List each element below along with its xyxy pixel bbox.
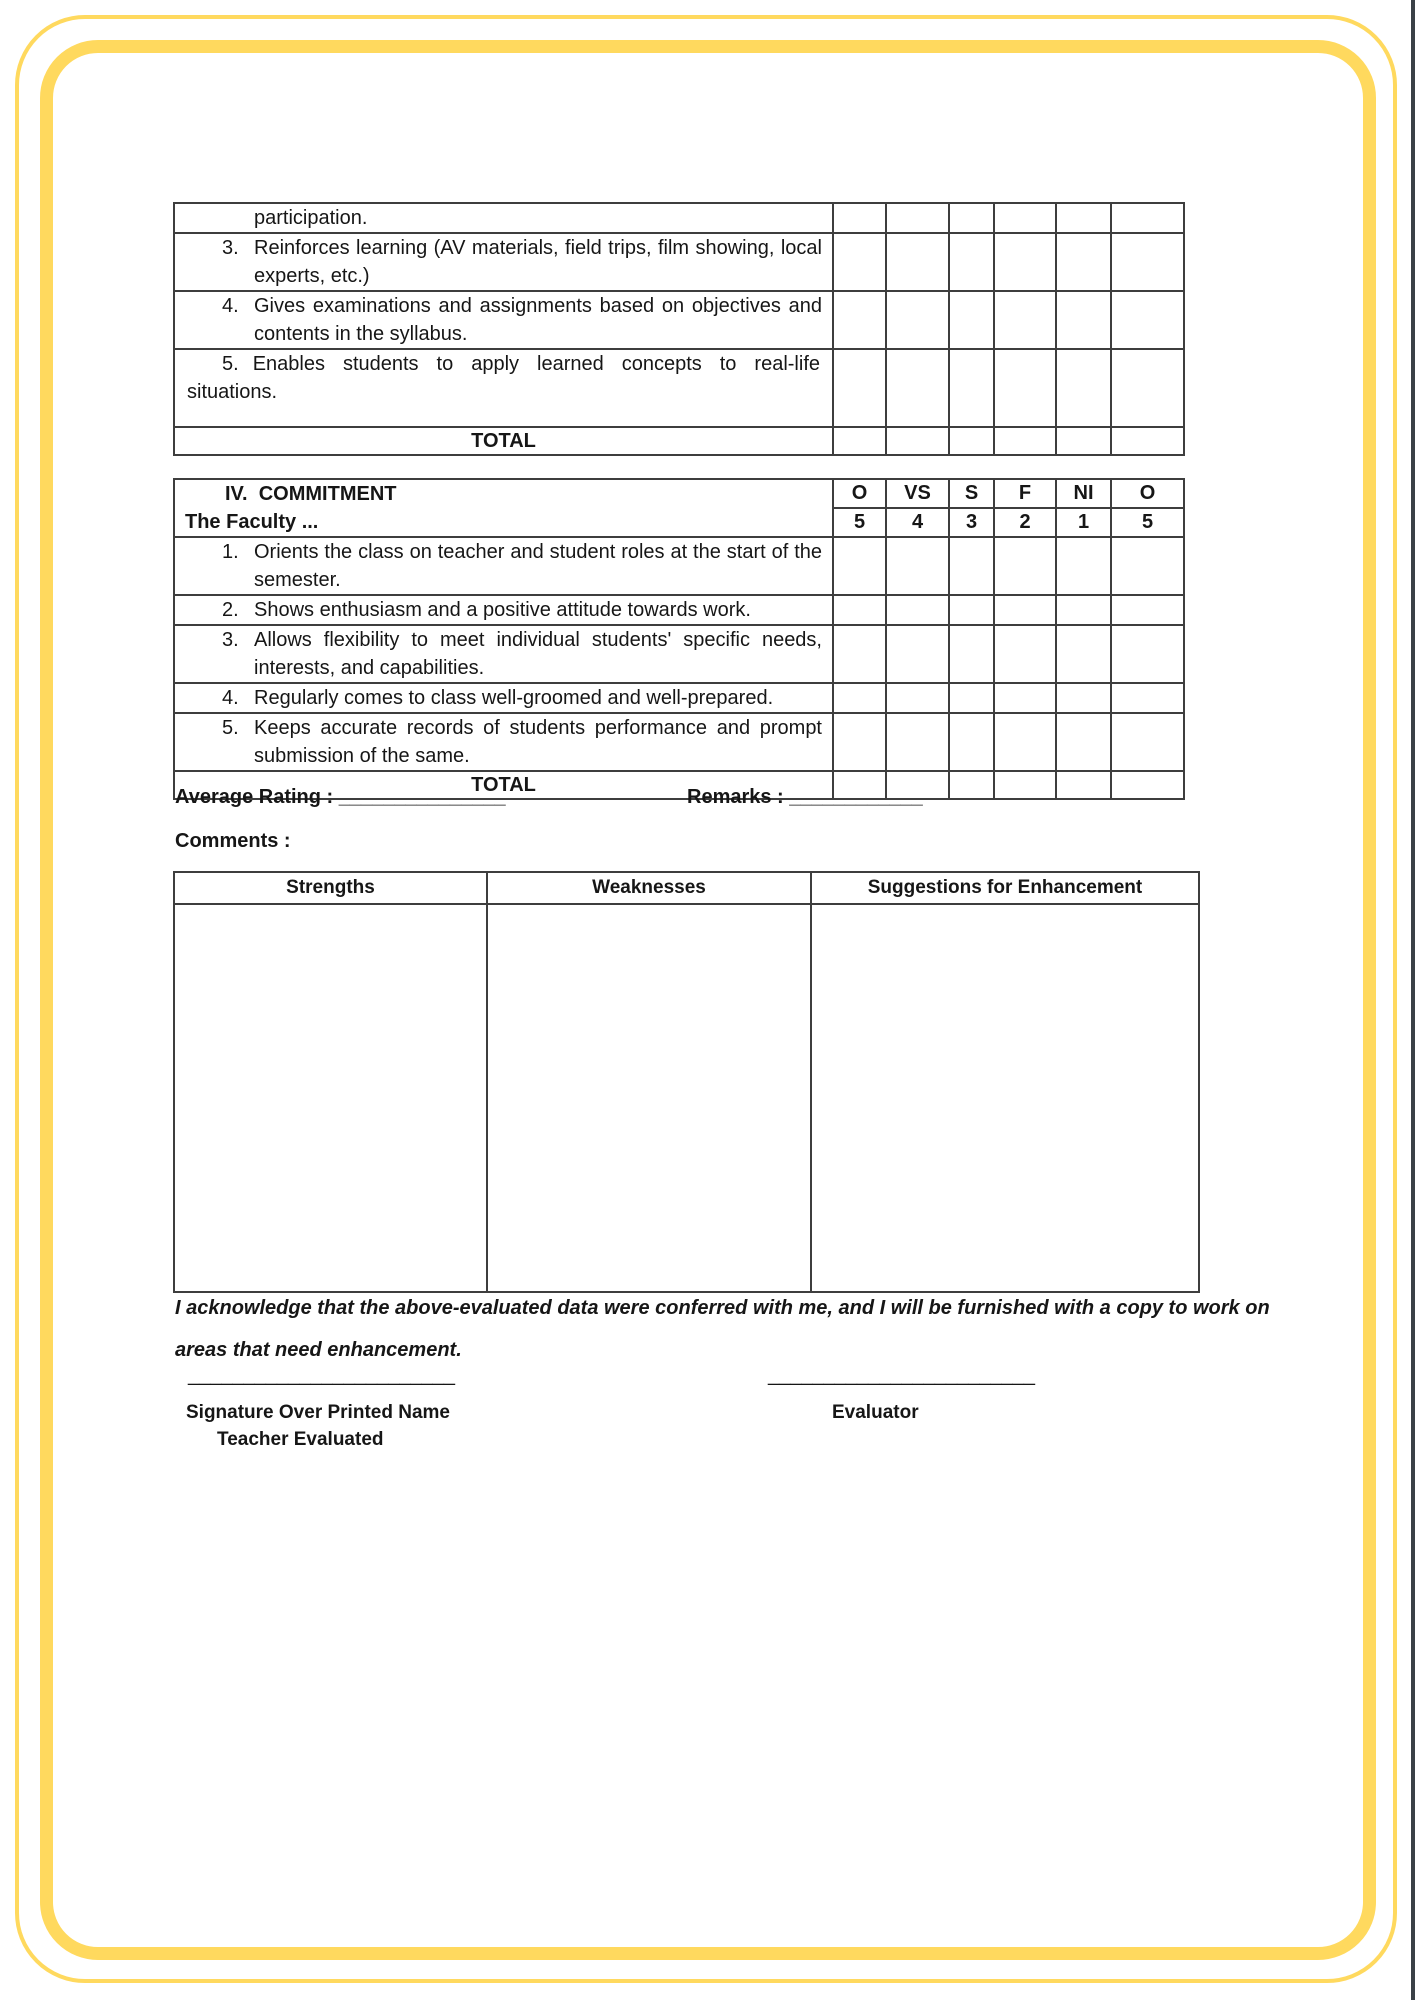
total-row (174, 427, 1184, 455)
table-row (174, 713, 1184, 771)
rating-cell (886, 713, 949, 771)
rating-cell (949, 595, 994, 625)
criterion-cell (174, 683, 833, 713)
table-row (174, 595, 1184, 625)
commitment-table (173, 478, 1185, 800)
rating-cell (886, 233, 949, 291)
column-header-suggestions: Suggestions for Enhancement (811, 872, 1199, 904)
rating-cell (994, 233, 1056, 291)
rating-cell (994, 203, 1056, 233)
criterion-text: 5. Keeps accurate records of students performance and prompt submission of the same. (175, 714, 832, 770)
rating-cell (886, 427, 949, 455)
average-rating-label: Average Rating : (175, 786, 339, 808)
remarks-label: Remarks : (687, 786, 790, 808)
rating-cell (886, 625, 949, 683)
rating-cell (949, 683, 994, 713)
criterion-text: 5. Enables students to apply learned concepts to real-life situations. (187, 353, 820, 403)
rating-cell (1056, 233, 1111, 291)
header-row (174, 479, 1184, 508)
suggestions-cell (811, 904, 1199, 1292)
rating-cell (1111, 233, 1184, 291)
rating-cell (833, 349, 886, 427)
rating-cell (949, 771, 994, 799)
rating-cell (994, 427, 1056, 455)
rating-header: O (833, 479, 886, 508)
table-row (174, 349, 1184, 427)
criterion-cell (174, 713, 833, 771)
rating-cell (1111, 595, 1184, 625)
section-title: IV. COMMITMENT (225, 483, 397, 505)
signature-sublabel-teacher: Teacher Evaluated (217, 1429, 384, 1450)
item-number: 4. (222, 687, 239, 709)
comments-header-row (174, 872, 1199, 904)
rating-cell (886, 595, 949, 625)
rating-cell (994, 683, 1056, 713)
signature-line-teacher: ________________________ (188, 1364, 455, 1386)
rating-cell (1111, 349, 1184, 427)
criterion-cell (174, 595, 833, 625)
rating-cell (1056, 427, 1111, 455)
rating-cell (1056, 595, 1111, 625)
criterion-cell (174, 291, 833, 349)
remarks-blank: ____________ (789, 786, 923, 808)
rating-header: VS (886, 479, 949, 508)
rating-cell (1056, 625, 1111, 683)
criterion-text: participation. (254, 207, 368, 229)
rating-cell (833, 203, 886, 233)
signature-label-teacher: Signature Over Printed Name (186, 1402, 450, 1423)
remarks-field (687, 786, 923, 809)
rating-cell (833, 233, 886, 291)
rating-cell (949, 537, 994, 595)
rating-value: 3 (949, 508, 994, 537)
criterion-cell (174, 625, 833, 683)
rating-value: 5 (833, 508, 886, 537)
rating-cell (994, 625, 1056, 683)
comments-label: Comments : (175, 830, 291, 852)
column-header-weaknesses: Weaknesses (487, 872, 811, 904)
table-row (174, 233, 1184, 291)
rating-cell (833, 683, 886, 713)
average-rating-blank: _______________ (338, 786, 506, 808)
item-number: 3. (222, 629, 239, 651)
rating-cell (949, 713, 994, 771)
rating-cell (994, 291, 1056, 349)
rating-cell (833, 625, 886, 683)
rating-cell (833, 595, 886, 625)
criterion-cell (174, 233, 833, 291)
item-number: 4. (222, 295, 239, 317)
rating-value: 2 (994, 508, 1056, 537)
table-row (174, 291, 1184, 349)
rating-cell (1056, 203, 1111, 233)
rating-cell (949, 203, 994, 233)
table-row (174, 683, 1184, 713)
item-number: 5. (222, 717, 239, 739)
rating-cell (994, 595, 1056, 625)
comments-table (173, 871, 1200, 1293)
rating-cell (1111, 427, 1184, 455)
rating-cell (994, 771, 1056, 799)
item-number: 2. (222, 599, 239, 621)
rating-cell (994, 349, 1056, 427)
total-label: TOTAL (174, 427, 833, 455)
rating-header: O (1111, 479, 1184, 508)
signature-line-evaluator: ________________________ (768, 1364, 1035, 1386)
rating-cell (1111, 771, 1184, 799)
rating-cell (1056, 349, 1111, 427)
rating-cell (1111, 683, 1184, 713)
criterion-text: 3. Allows flexibility to meet individual students' specific needs, interests, and capabilities. (175, 626, 832, 682)
rating-cell (886, 537, 949, 595)
total-label: TOTAL (174, 771, 833, 799)
table-row (174, 625, 1184, 683)
average-rating-field (175, 786, 506, 809)
acknowledgment-text: I acknowledge that the above-evaluated data were conferred with me, and I will be furnished with a copy to work on areas that need enhancement. (175, 1297, 1270, 1361)
rating-cell (1056, 683, 1111, 713)
table-row (174, 203, 1184, 233)
rating-cell (949, 291, 994, 349)
strengths-cell (174, 904, 487, 1292)
rating-cell (949, 233, 994, 291)
rating-cell (994, 537, 1056, 595)
criterion-text: 4. Regularly comes to class well-groomed and well-prepared. (175, 684, 832, 712)
item-number: 5. (222, 353, 239, 375)
criteria-table-continuation (173, 202, 1185, 456)
rating-cell (1056, 771, 1111, 799)
item-number: 1. (222, 541, 239, 563)
rating-cell (949, 349, 994, 427)
rating-cell (1056, 291, 1111, 349)
rating-header: F (994, 479, 1056, 508)
rating-cell (1111, 537, 1184, 595)
rating-cell (886, 291, 949, 349)
column-header-strengths: Strengths (174, 872, 487, 904)
weaknesses-cell (487, 904, 811, 1292)
section-subtitle: The Faculty ... (185, 511, 319, 533)
rating-cell (833, 537, 886, 595)
rating-cell (1056, 713, 1111, 771)
criterion-cell (174, 537, 833, 595)
rating-cell (1111, 625, 1184, 683)
rating-cell (949, 427, 994, 455)
rating-cell (1111, 203, 1184, 233)
criterion-text: 4. Gives examinations and assignments based on objectives and contents in the syllabus. (175, 292, 832, 348)
rating-cell (886, 349, 949, 427)
rating-cell (886, 203, 949, 233)
rating-value: 4 (886, 508, 949, 537)
rating-cell (833, 291, 886, 349)
rating-cell (833, 427, 886, 455)
rating-cell (1111, 291, 1184, 349)
criterion-text: 2. Shows enthusiasm and a positive attitude towards work. (175, 596, 832, 624)
criterion-text: 1. Orients the class on teacher and student roles at the start of the semester. (175, 538, 832, 594)
criterion-text: 3. Reinforces learning (AV materials, field trips, film showing, local experts, etc.) (175, 234, 832, 290)
section-header-cell (174, 479, 833, 537)
rating-value: 1 (1056, 508, 1111, 537)
rating-cell (886, 683, 949, 713)
rating-cell (994, 713, 1056, 771)
rating-value: 5 (1111, 508, 1184, 537)
rating-cell (1111, 713, 1184, 771)
rating-header: S (949, 479, 994, 508)
rating-cell (833, 713, 886, 771)
rating-header: NI (1056, 479, 1111, 508)
table-row (174, 537, 1184, 595)
rating-cell (1056, 537, 1111, 595)
page-right-edge-line (1411, 0, 1415, 2000)
rating-cell (949, 625, 994, 683)
comments-body-row (174, 904, 1199, 1292)
item-number: 3. (222, 237, 239, 259)
criterion-cell (174, 203, 833, 233)
criterion-cell (174, 349, 833, 427)
signature-label-evaluator: Evaluator (832, 1402, 919, 1423)
